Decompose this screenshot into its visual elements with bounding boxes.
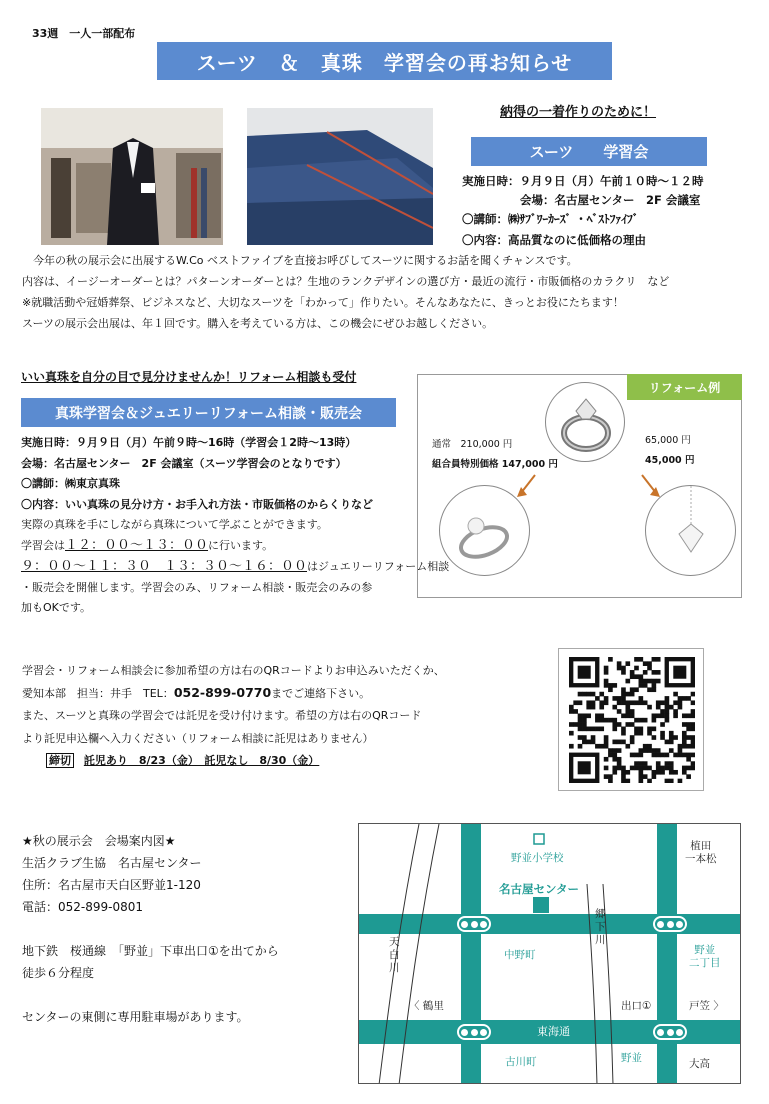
pearl-content: 〇内容：いい真珠の見分け方・お手入れ方法・市販価格のからくりなど (21, 498, 373, 511)
pearl-heading: いい真珠を自分の目で見分けませんか！リフォーム相談も受付 (21, 370, 357, 384)
suit-body-3: ※就職活動や冠婚葬祭、ビジネスなど、大切なスーツを「わかって」作りたい。そんなあなたに、きっとお役にたちます！ (22, 296, 624, 309)
venue-info (22, 830, 279, 1028)
original-ring-image (545, 382, 625, 462)
venue-line-3: 住所：名古屋市天白区野並1-120 (22, 878, 201, 892)
map-otaka-label: 大高 (689, 1058, 710, 1070)
suit-date: 実施日時：９月９日（月）午前１０時～１２時 (462, 174, 704, 188)
map-tsurusato-label: 〈 鶴里 (409, 1000, 444, 1012)
pearl-reform-time: ９：００～１１：３０ １３：３０～１６：００ (21, 559, 308, 574)
map-exit-label: 出口① (621, 1000, 652, 1012)
pearl-body-3 (21, 557, 449, 576)
left-member-price: 組合員特別価格 147,000 円 (432, 459, 558, 470)
map-nonami-label: 野並 (621, 1052, 642, 1064)
left-normal-price: 通常 210,000 円 (432, 439, 513, 450)
apply-line-3: また、スーツと真珠の学習会では託児を受け付けます。希望の方は右のQRコード (22, 709, 422, 722)
venue-line-1: ★秋の展示会 会場案内図★ (22, 834, 176, 848)
map-furukawa-label: 古川町 (505, 1056, 537, 1068)
map-school-label: 野並小学校 (511, 852, 564, 864)
suit-lecturer: 〇講師：㈱ｻﾌﾞﾜｰｶｰｽﾞ ・ﾍﾞｽﾄﾌｧｲﾌﾞ (462, 212, 639, 226)
suit-venue: 会場：名古屋センター 2F 会議室 (520, 193, 701, 207)
map-river-west-label: 天 白 川 (389, 936, 400, 974)
signal-nonami-icon (653, 1024, 687, 1040)
pearl-body-5: 加もOKです。 (21, 601, 91, 614)
qr-code[interactable] (558, 648, 704, 791)
reformed-ring-image (439, 485, 530, 576)
map-tokasa-label: 戸笠 〉 (689, 1000, 724, 1012)
suit-box-title: スーツ 学習会 (471, 137, 707, 166)
venue-line-6: 地下鉄 桜通線 「野並」下車出口①を出てから (22, 944, 279, 958)
map-river-east-label: 郷 下 川 (595, 908, 606, 946)
suit-body-4: スーツの展示会出展は、年１回です。購入を考えている方は、この機会にぜひお越しください。 (22, 317, 494, 330)
map-tokaidori-label: 東海通 (537, 1025, 570, 1038)
map-ueda-label: 植田 一本松 (685, 840, 717, 865)
venue-map (358, 823, 741, 1084)
suit-content: 〇内容：高品質なのに低価格の理由 (462, 233, 646, 247)
deadline-text: 託児あり 8/23（金） 託児なし 8/30（金） (83, 754, 320, 767)
map-nonami2-label: 野並 二丁目 (689, 944, 721, 969)
venue-line-2: 生活クラブ生協 名古屋センター (22, 856, 202, 870)
right-price-2: 45,000 円 (645, 455, 695, 466)
deadline-label: 締切 (46, 753, 74, 768)
pearl-date: 実施日時：９月９日（月）午前９時～16時（学習会１2時～13時） (21, 436, 357, 449)
reformed-pendant-image (645, 485, 736, 576)
signal-nonami2-icon (653, 916, 687, 932)
suit-body-2: 内容は、イージーオーダーとは？パターンオーダーとは？生地のランクデザインの選び方・最近の流行・市販価格のカラクリ など (22, 275, 670, 288)
reform-badge: リフォーム例 (627, 374, 742, 400)
pearl-body-2-pre: 学習会は (21, 539, 65, 552)
venue-line-7: 徒歩６分程度 (22, 966, 95, 980)
page-title: スーツ ＆ 真珠 学習会の再お知らせ (157, 42, 612, 80)
showroom-photo (41, 108, 223, 245)
reform-panel (417, 374, 742, 598)
venue-line-9: センターの東側に専用駐車場があります。 (22, 1010, 249, 1024)
apply-line-2 (22, 683, 370, 703)
suit-body-1: 今年の秋の展示会に出展するW.Co ベストファイブを直接お呼びしてスーツに関するお話を聞くチャンスです。 (22, 254, 578, 267)
pearl-body-4: ・販売会を開催します。学習会のみ、リフォーム相談・販売会のみの参 (21, 581, 373, 594)
deadline-row (46, 751, 319, 770)
right-price-1: 65,000 円 (645, 435, 691, 446)
pearl-box-title: 真珠学習会＆ジュエリーリフォーム相談・販売会 (21, 398, 396, 427)
map-nakanocho-label: 中野町 (504, 949, 536, 961)
pearl-lecturer: 〇講師：㈱東京真珠 (21, 477, 120, 490)
fabric-photo (247, 108, 433, 245)
apply-contact-post: までご連絡下さい。 (271, 687, 371, 700)
pearl-body-3-post: はジュエリーリフォーム相談 (307, 560, 450, 573)
pearl-body-1: 実際の真珠を手にしながら真珠について学ぶことができます。 (21, 518, 328, 531)
venue-line-5 (22, 918, 279, 940)
suit-tagline: 納得の一着作りのために！ (500, 105, 657, 120)
venue-line-8 (22, 984, 279, 1006)
venue-line-4: 電話：052-899-0801 (22, 900, 144, 914)
pearl-body-2-post: に行います。 (208, 539, 274, 552)
qr-code-icon (569, 657, 695, 783)
issue-label: 33週 一人一部配布 (32, 27, 136, 40)
apply-phone: 052-899-0770 (173, 685, 272, 700)
apply-line-1: 学習会・リフォーム相談会に参加希望の方は右のQRコードよりお申込みいただくか、 (22, 664, 445, 677)
apply-contact-pre: 愛知本部 担当：井手 TEL： (22, 687, 174, 700)
signal-nakanocho-icon (457, 916, 491, 932)
apply-line-4: より託児申込欄へ入力ください（リフォーム相談に託児はありません） (22, 732, 374, 745)
pearl-venue: 会場：名古屋センター 2F 会議室（スーツ学習会のとなりです） (21, 457, 347, 470)
map-center-label: 名古屋センター (499, 882, 580, 896)
pearl-body-2 (21, 536, 273, 555)
left-arrow-icon (513, 471, 543, 501)
signal-furukawa-icon (457, 1024, 491, 1040)
pearl-lesson-time: １２：００～１３：００ (65, 538, 209, 553)
